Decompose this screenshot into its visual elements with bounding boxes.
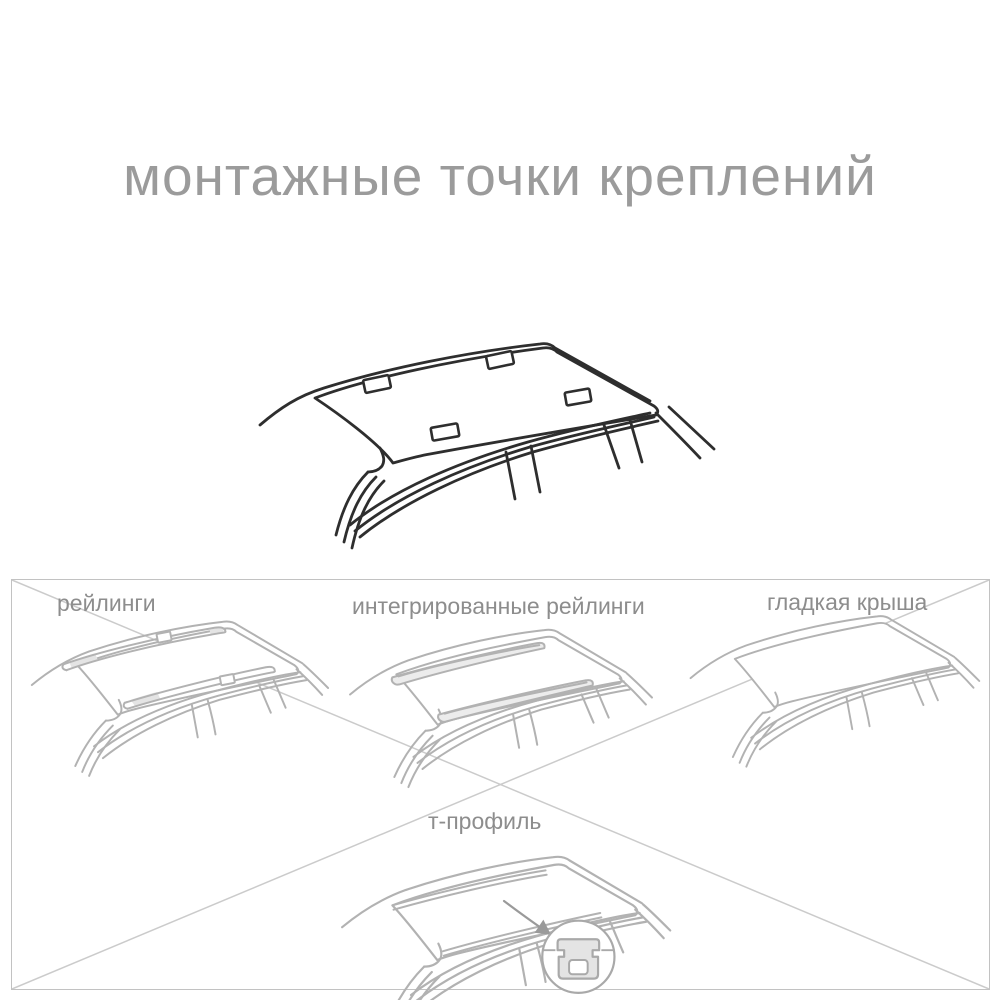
main-roof-illustration: [228, 322, 752, 570]
figure-rails-illustration: [20, 609, 336, 803]
figure-smooth-roof-illustration: [679, 604, 987, 793]
figure-t-profile-illustration: [329, 843, 679, 1000]
figure-integrated-rails-illustration: [338, 617, 660, 814]
page-title: монтажные точки креплений: [123, 145, 877, 207]
magnifier-circle: [542, 921, 614, 993]
variants-panel: [11, 579, 990, 990]
mounting-point: [565, 388, 592, 405]
figure-label-smooth-roof: гладкая крыша: [767, 589, 928, 615]
roof-panel: [315, 348, 658, 463]
figure-label-rails: рейлинги: [57, 590, 156, 616]
figure-label-integrated-rails: интегрированные рейлинги: [352, 593, 645, 619]
figure-label-t-profile: т-профиль: [428, 808, 542, 834]
mounting-point: [431, 423, 460, 440]
